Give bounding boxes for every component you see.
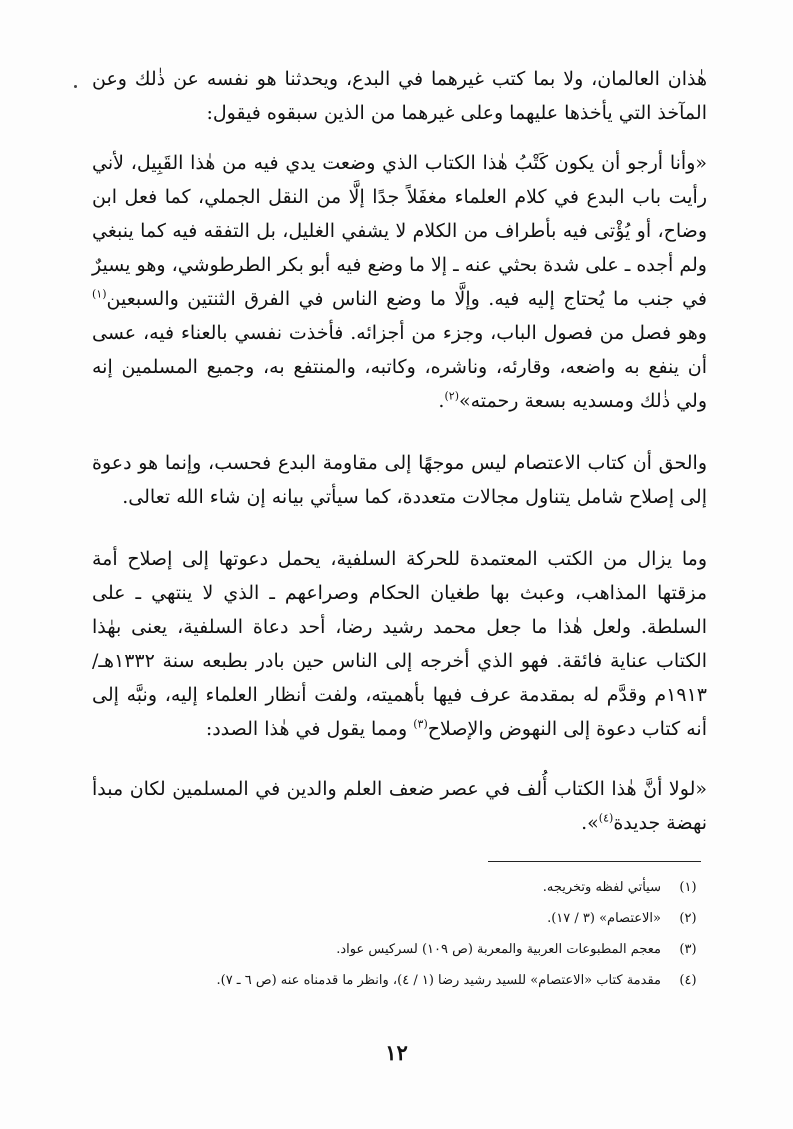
footnote-number: (١) xyxy=(679,880,697,895)
paragraph-3-text: والحق أن كتاب الاعتصام ليس موجهًا إلى مقاومة البدع فحسب، وإنما هو دعوة إلى إصلاح شامل يتناول مجالات متعددة، كما سيأتي بيانه إن شاء الله تعالى. xyxy=(92,452,707,508)
footnote-1 xyxy=(120,872,701,903)
quote-rida-end: ». xyxy=(581,812,599,834)
quote-shatibi-part-2: وهو فصل من فصول الباب، وجزء من أجزائه. فأخذت نفسي بالعناء فيه، عسى أن ينفع به واضعه، وقارئه، وناشره، وكاتبه، والمنتفع به، وجميع المسلمين إنه ولي ذٰلك ومسديه بسعة رحمته» xyxy=(92,322,707,412)
paragraph-5-quote xyxy=(92,772,707,840)
footnote-ref-4[interactable]: (٤) xyxy=(598,811,614,825)
footnote-divider xyxy=(488,861,701,862)
paragraph-1-text: هٰذان العالمان، ولا بما كتب غيرهما في البدع، ويحدثنا هو نفسه عن ذٰلك وعن المآخذ التي يأخذها عليهما وعلى غيرهما من الذين سبقوه فيقول: xyxy=(92,68,707,124)
footnote-text: معجم المطبوعات العربية والمعربة (ص ١٠٩) لسركيس عواد. xyxy=(336,942,661,957)
footnote-text: «الاعتصام» (٣ / ١٧). xyxy=(547,911,661,926)
scan-speck xyxy=(74,85,77,88)
footnote-text: سيأتي لفظه وتخريجه. xyxy=(542,880,661,895)
footnote-3 xyxy=(120,934,701,965)
footnote-ref-2[interactable]: (٢) xyxy=(444,389,459,403)
paragraph-2-quote xyxy=(92,146,707,418)
paragraph-1 xyxy=(92,62,707,130)
footnote-4 xyxy=(120,965,701,996)
footnote-number: (٣) xyxy=(679,942,697,957)
quote-shatibi-part-1: «وأنا أرجو أن يكون كَتْبُ هٰذا الكتاب الذي وضعت يدي فيه من هٰذا القَبِيل، لأني رأيت باب البدع في كلام العلماء مغفَلاً جدًا إلَّا من النقل الجملي، كما فعل ابن وضاح، أو يُؤْتى فيه بأطراف من الكلام لا يشفي الغليل، بل التفقه فيه كما ينبغي ولم أجده ـ على شدة بحثي عنه ـ إلا ما وضع فيه أبو بكر الطرطوشي، وهو يسيرٌ في جنب ما يُحتاج إليه فيه. وإلَّا ما وضع الناس في الفرق الثنتين والسبعين xyxy=(92,152,707,310)
footnote-number: (٤) xyxy=(679,973,697,988)
paragraph-4-part-1: وما يزال من الكتب المعتمدة للحركة السلفية، يحمل دعوتها إلى إصلاح أمة مزقتها المذاهب، وعبث بها طغيان الحكام وصراعهم ـ الذي لا ينتهي ـ على السلطة. ولعل هٰذا ما جعل محمد رشيد رضا، أحد دعاة السلفية، يعنى بهٰذا الكتاب عناية فائقة. فهو الذي أخرجه إلى الناس حين بادر بطبعه سنة ١٣٣٢هـ/ ١٩١٣م وقدَّم له بمقدمة عرف فيها بأهميته، ولفت أنظار العلماء إليه، ونبَّه إلى أنه كتاب دعوة إلى النهوض والإصلاح xyxy=(92,548,707,740)
paragraph-4-part-2: ومما يقول في هٰذا الصدد: xyxy=(205,718,414,740)
quote-shatibi-end: . xyxy=(438,390,445,412)
quote-rida: «لولا أنَّ هٰذا الكتاب أُلف في عصر ضعف العلم والدين في المسلمين لكان مبدأ نهضة جديدة xyxy=(92,778,707,834)
paragraph-3 xyxy=(92,446,707,514)
footnotes xyxy=(120,872,701,996)
footnote-ref-3[interactable]: (٣) xyxy=(413,717,428,731)
footnote-number: (٢) xyxy=(679,911,697,926)
footnote-text: مقدمة كتاب «الاعتصام» للسيد رشيد رضا (١ / ٤)، وانظر ما قدمناه عنه (ص ٦ ـ ٧). xyxy=(216,973,661,988)
footnote-2 xyxy=(120,903,701,934)
paragraph-5-text xyxy=(92,772,707,840)
page-number: ١٢ xyxy=(385,1040,408,1065)
paragraph-2-text xyxy=(92,146,707,418)
footnote-ref-1[interactable]: (١) xyxy=(92,287,107,301)
paragraph-4 xyxy=(92,542,707,746)
paragraph-4-text xyxy=(92,542,707,746)
